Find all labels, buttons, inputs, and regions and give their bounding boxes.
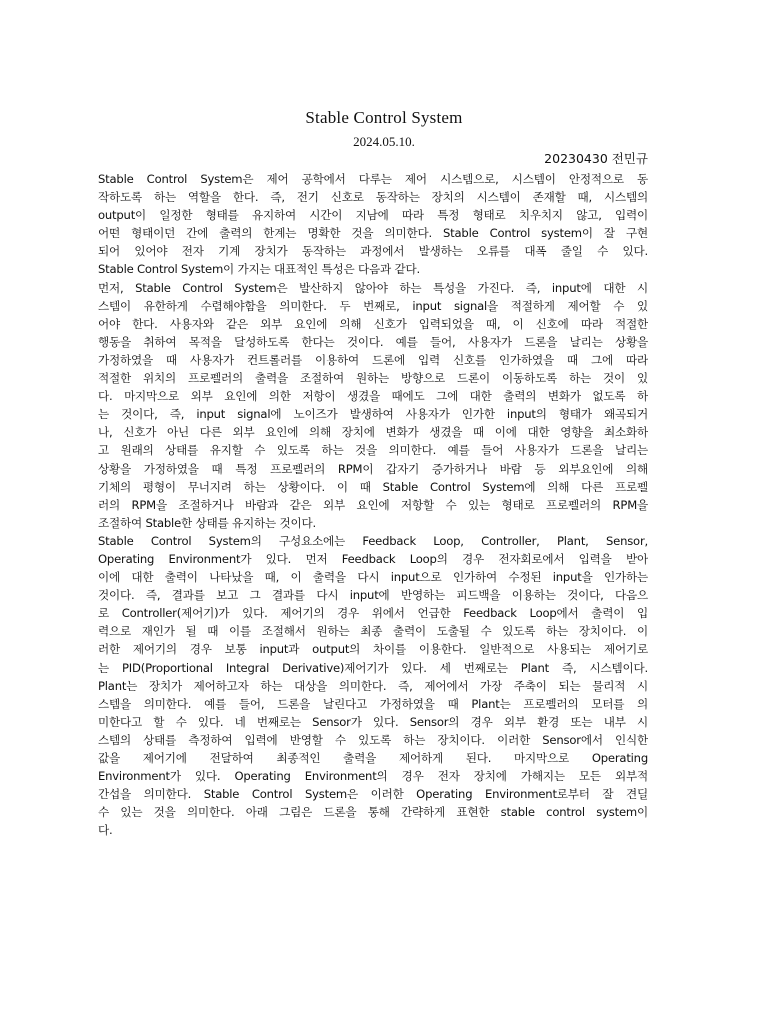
- text-line: Stable Control System이 가지는 대표적인 특성은 다음과 같다.: [98, 262, 420, 277]
- text-line: 는 PID(Proportional Integral Derivative)제어기가 있다. 세 번째로는 Plant 즉, 시스템이다.: [98, 660, 648, 675]
- text-line: 어야 한다. 사용자와 같은 외부 요인에 의해 신호가 입력되었을 때, 이 신호에 따라 적절한: [98, 316, 648, 331]
- text-line: 고 원래의 상태를 유지할 수 있도록 하는 것을 의미한다. 예를 들어 사용자가 드론을 날리는: [98, 443, 648, 458]
- text-line: 로 Controller(제어기)가 있다. 제어기의 경우 위에서 언급한 Feedback Loop에서 출력이 입: [98, 606, 648, 621]
- text-line: 되어 있어야 전자 기계 장치가 동작하는 과정에서 발생하는 오류를 대폭 줄일 수 있다.: [98, 244, 648, 259]
- text-line: 이에 대한 출력이 나타났을 때, 이 출력을 다시 input으로 인가하여 수정된 input을 인가하는: [98, 570, 648, 585]
- text-line: 행동을 취하여 목적을 달성하도록 한다는 것이다. 예를 들어, 사용자가 드론을 날리는 상황을: [98, 334, 648, 349]
- text-line: 먼저, Stable Control System은 발산하지 않아야 하는 특성을 가진다. 즉, input에 대한 시: [98, 280, 648, 295]
- author-line: 20230430 전민규: [544, 151, 648, 166]
- text-line: 러의 RPM을 조절하거나 바람과 같은 외부 요인에 저항할 수 있는 형태로 프로펠러의 RPM을: [98, 497, 648, 512]
- text-line: Environment가 있다. Operating Environment의 경우 전자 장치에 가해지는 모든 외부적: [98, 769, 648, 784]
- text-line: 적절한 위치의 프로펠러의 출력을 조절하여 원하는 방향으로 드론이 이동하도록 하는 것이 있: [98, 371, 648, 386]
- text-line: 력으로 재인가 될 때 이를 조절해서 원하는 최종 출력이 도출될 수 있도록 하는 장치이다. 이: [98, 624, 648, 639]
- text-line: 조절하여 Stable한 상태를 유지하는 것이다.: [98, 515, 316, 530]
- text-line: 다. 마지막으로 외부 요인에 의한 저항이 생겼을 때에도 그에 대한 출력의 변화가 없도록 하: [98, 389, 648, 404]
- text-line: output이 일정한 형태를 유지하여 시간이 지남에 따라 특정 형태로 치우치지 않고, 입력이: [98, 208, 648, 223]
- document-date: 2024.05.10.: [353, 134, 415, 149]
- text-line: 작하도록 하는 역할을 한다. 즉, 전기 신호로 동작하는 장치의 시스템이 존재할 때, 시스템의: [98, 190, 648, 205]
- text-line: Stable Control System의 구성요소에는 Feedback Loop, Controller, Plant, Sensor,: [98, 533, 648, 548]
- text-line: 수 있는 것을 의미한다. 아래 그림은 드론을 통해 간략하게 표현한 stable control system이: [98, 805, 648, 820]
- text-line: 나, 신호가 아닌 다른 외부 요인에 의해 장치에 변화가 생겼을 때 이에 대한 영향을 최소화하: [98, 425, 648, 440]
- text-line: 스템의 상태를 측정하여 입력에 반영할 수 있도록 하는 장치이다. 이러한 Sensor에서 인식한: [98, 732, 648, 747]
- text-line: Operating Environment가 있다. 먼저 Feedback Loop의 경우 전자회로에서 입력을 받아: [98, 551, 648, 566]
- text-line: 기체의 평형이 무너지려 하는 상황이다. 이 때 Stable Control System에 의해 다른 프로펠: [98, 479, 648, 494]
- text-line: 스템이 유한하게 수렴해야함을 의미한다. 두 번째로, input signal을 적절하게 제어할 수 있: [98, 298, 648, 313]
- document-title: Stable Control System: [305, 108, 463, 127]
- body-text: [98, 170, 648, 839]
- text-line: 간섭을 의미한다. Stable Control System은 이러한 Operating Environment로부터 잘 견딜: [98, 787, 648, 802]
- text-line: 다.: [98, 823, 113, 838]
- text-line: 는 것이다, 즉, input signal에 노이즈가 발생하여 사용자가 인가한 input의 형태가 왜곡되거: [98, 407, 648, 422]
- text-line: Stable Control System은 제어 공학에서 다루는 제어 시스템으로, 시스템이 안정적으로 동: [98, 172, 648, 186]
- text-line: 상황을 가정하였을 때 특정 프로펠러의 RPM이 갑자기 증가하거나 바람 등 외부요인에 의해: [98, 461, 648, 476]
- text-line: Plant는 장치가 제어하고자 하는 대상을 의미한다. 즉, 제어에서 가장 주축이 되는 물리적 시: [98, 678, 648, 693]
- text-line: 러한 제어기의 경우 보통 input과 output의 차이를 이용한다. 일반적으로 사용되는 제어기로: [98, 642, 648, 657]
- text-line: 미한다고 할 수 있다. 네 번째로는 Sensor가 있다. Sensor의 경우 외부 환경 또는 내부 시: [98, 714, 648, 729]
- text-line: 가정하였을 때 사용자가 컨트롤러를 이용하여 드론에 입력 신호를 인가하였을 때 그에 따라: [98, 352, 648, 367]
- text-line: 어떤 형태이던 간에 출력의 한계는 명확한 것을 의미한다. Stable Control system이 잘 구현: [98, 226, 648, 241]
- text-line: 것이다. 즉, 결과를 보고 그 결과를 다시 input에 반영하는 피드백을 이용하는 것이다, 다음으: [98, 588, 648, 603]
- text-line: 스템을 의미한다. 예를 들어, 드론을 날린다고 가정하였을 때 Plant는 프로펠러의 모터를 의: [98, 696, 648, 711]
- text-line: 값을 제어기에 전달하여 최종적인 출력을 제어하게 된다. 마지막으로 Operating: [98, 751, 648, 765]
